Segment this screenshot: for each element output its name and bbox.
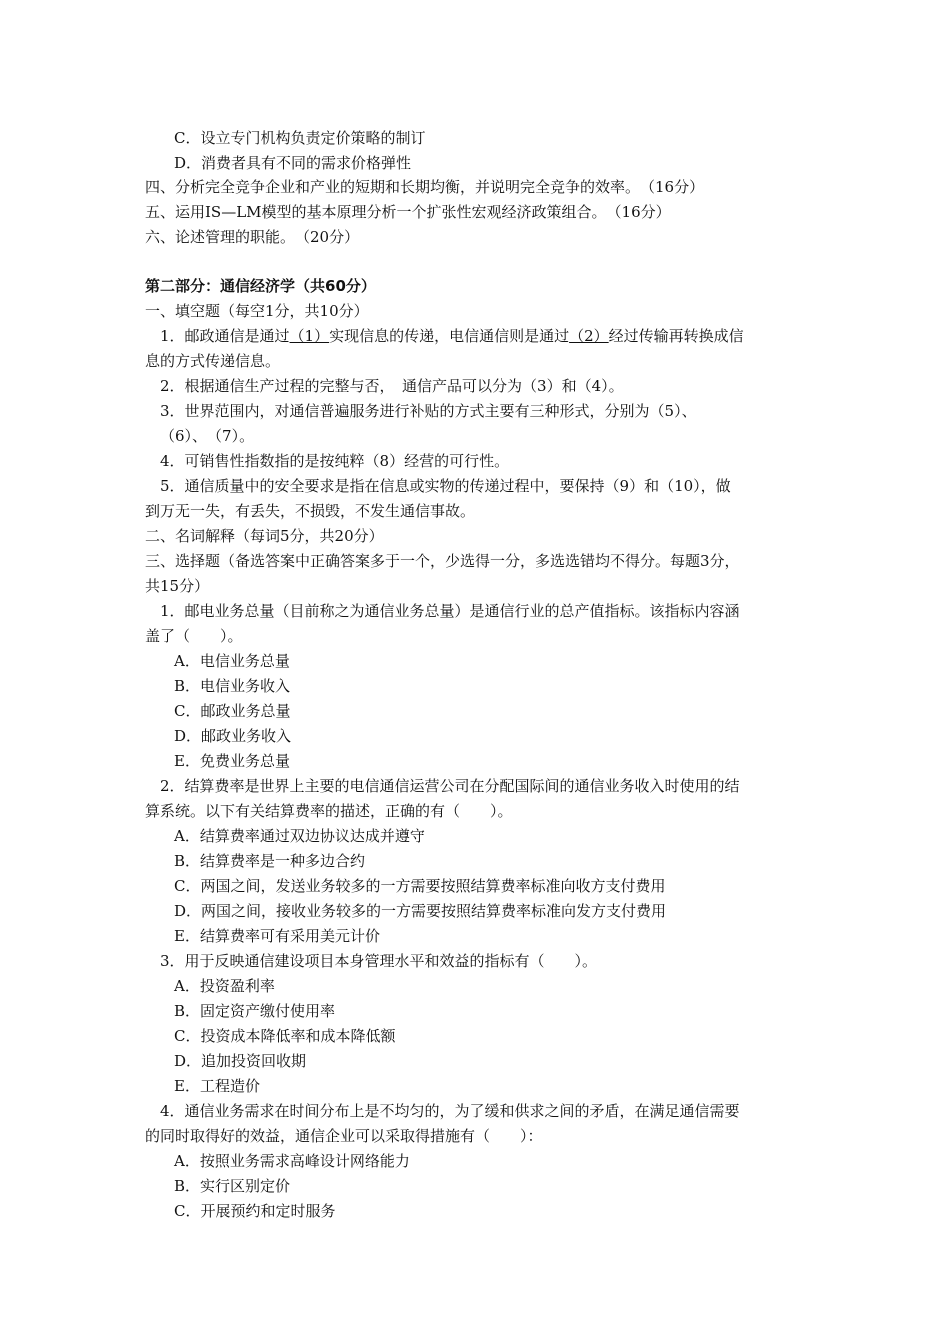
option-d: D．消费者具有不同的需求价格弹性 [174,154,412,172]
choice-q4-option: B．实行区别定价 [174,1177,291,1195]
choice-q3-option: E．工程造价 [174,1077,260,1095]
part2-heading: 第二部分：通信经济学（共60分） [145,277,376,295]
question-5: 五、运用IS—LM模型的基本原理分析一个扩张性宏观经济政策组合。 （16分） [145,203,671,221]
fill-q1-line1 [160,326,744,346]
fill-q1-line2: 息的方式传递信息。 [145,352,281,370]
choice-q1-option: B．电信业务收入 [174,677,291,695]
choice-heading-line2: 共15分） [145,577,210,595]
question-4: 四、分析完全竞争企业和产业的短期和长期均衡，并说明完全竞争的效率。 （16分） [145,178,705,196]
choice-q3-option: B．固定资产缴付使用率 [174,1002,336,1020]
choice-q1-line2: 盖了（ ）。 [145,627,243,645]
fill-heading: 一、填空题（每空1分，共10分） [145,302,369,320]
fill-q4: 4．可销售性指数指的是按纯粹（8）经营的可行性。 [160,452,510,470]
choice-q2-line2: 算系统。以下有关结算费率的描述，正确的有（ ）。 [145,802,513,820]
fill-q5-line1: 5．通信质量中的安全要求是指在信息或实物的传递过程中，要保持（9）和（10），做 [160,477,731,495]
choice-q3: 3．用于反映通信建设项目本身管理水平和效益的指标有（ ）。 [160,952,598,970]
fill-q1-text-d: 经过传输再转换成信 [608,327,744,345]
choice-q4-line1: 4．通信业务需求在时间分布上是不均匀的，为了缓和供求之间的矛盾，在满足通信需要 [160,1102,740,1120]
choice-q3-option: D．追加投资回收期 [174,1052,307,1070]
fill-blank-1: （1） [289,327,330,345]
choice-q1-option: C．邮政业务总量 [174,702,291,720]
choice-q3-option: A．投资盈利率 [174,977,275,995]
choice-q1-option: D．邮政业务收入 [174,727,292,745]
choice-q4-option: A．按照业务需求高峰设计网络能力 [174,1152,410,1170]
choice-q2-option: A．结算费率通过双边协议达成并遵守 [174,827,425,845]
choice-q1-option: E．免费业务总量 [174,752,290,770]
option-c: C．设立专门机构负责定价策略的制订 [174,129,426,147]
choice-q4-option: C．开展预约和定时服务 [174,1202,336,1220]
choice-q1-line1: 1．邮电业务总量（目前称之为通信业务总量）是通信行业的总产值指标。该指标内容涵 [160,602,740,620]
choice-q1-option: A．电信业务总量 [174,652,290,670]
choice-q2-option: C．两国之间，发送业务较多的一方需要按照结算费率标准向收方支付费用 [174,877,666,895]
choice-q2-line1: 2．结算费率是世界上主要的电信通信运营公司在分配国际间的通信业务收入时使用的结 [160,777,740,795]
fill-blank-2: （2） [569,327,609,345]
fill-q3-line2: （6）、 （7）。 [160,427,255,445]
fill-q1-text-a: 1．邮政通信是通过 [160,327,290,345]
choice-q4-line2: 的同时取得好的效益，通信企业可以采取得措施有（ ）： [145,1127,543,1145]
choice-q2-option: E．结算费率可有采用美元计价 [174,927,380,945]
choice-q2-option: D．两国之间，接收业务较多的一方需要按照结算费率标准向发方支付费用 [174,902,667,920]
choice-heading-line1: 三、选择题（备选答案中正确答案多于一个，少选得一分，多选选错均不得分。每题3分， [145,552,740,570]
fill-q5-line2: 到万无一失，有丢失，不损毁，不发生通信事故。 [145,502,476,520]
question-6: 六、论述管理的职能。 （20分） [145,228,360,246]
fill-q2: 2．根据通信生产过程的完整与否， 通信产品可以分为（3）和（4）。 [160,377,624,395]
fill-q3-line1: 3．世界范围内，对通信普遍服务进行补贴的方式主要有三种形式，分别为（5）、 [160,402,697,420]
fill-q1-text-c: 实现信息的传递，电信通信则是通过 [329,327,570,345]
terms-heading: 二、名词解释（每词5分，共20分） [145,527,384,545]
choice-q3-option: C．投资成本降低率和成本降低额 [174,1027,396,1045]
choice-q2-option: B．结算费率是一种多边合约 [174,852,366,870]
